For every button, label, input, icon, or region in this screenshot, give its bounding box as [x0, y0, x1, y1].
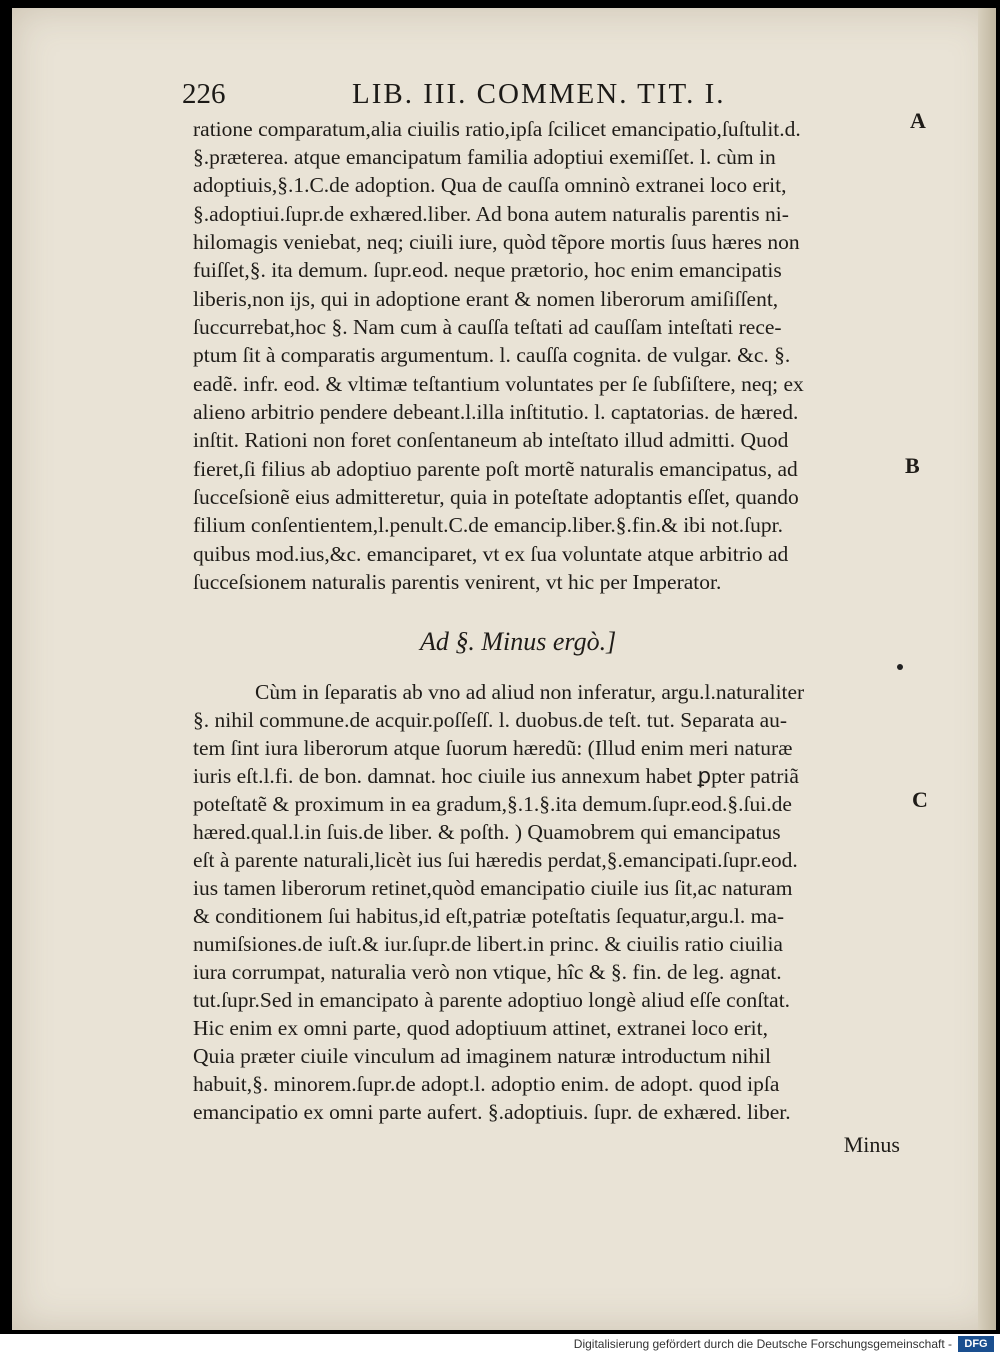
text-line: fieret,ſi filius ab adoptiuo parente poſt mortẽ naturalis emancipatus, ad — [193, 457, 798, 481]
text-line: ſuccurrebat,hoc §. Nam cum à cauſſa teſtati ad cauſſam inteſtati rece- — [193, 315, 782, 339]
text-line: inſtit. Rationi non foret conſentaneum ab inteſtato illud admitti. Quod — [193, 428, 789, 452]
text-line: eadẽ. infr. eod. & vltimæ teſtantium voluntates per ſe ſubſiſtere, neq; ex — [193, 372, 804, 396]
text-line: §.præterea. atque emancipatum familia adoptiui exemiſſet. l. cùm in — [193, 145, 776, 169]
text-line: filium conſentientem,l.penult.C.de emancip.liber.§.fin.& ibi not.ſupr. — [193, 513, 783, 537]
running-title: LIB. III. COMMEN. TIT. I. — [352, 78, 726, 110]
text-line: iuris eſt.l.fi. de bon. damnat. hoc ciuile ius annexum habet ꝑpter patriã — [193, 764, 799, 788]
catchword: Minus — [843, 1132, 900, 1157]
text-line: tut.ſupr.Sed in emancipato à parente adoptiuo longè aliud eſſe conſtat. — [193, 988, 791, 1012]
ink-dot — [897, 664, 903, 670]
text-line: habuit,§. minorem.ſupr.de adopt.l. adoptio enim. de adopt. quod ipſa — [193, 1072, 780, 1096]
text-line: ratione comparatum,alia ciuilis ratio,ipſa ſcilicet emancipatio,ſuſtulit.d. — [193, 117, 801, 141]
text-line: Hic enim ex omni parte, quod adoptiuum attinet, extranei loco erit, — [193, 1016, 768, 1040]
margin-marker-c: C — [912, 787, 928, 812]
text-line: ius tamen liberorum retinet,quòd emancipatio ciuile ius ſit,ac naturam — [193, 876, 793, 900]
text-line: hilomagis veniebat, neq; ciuili iure, quòd tẽpore mortis ſuus hæres non — [193, 230, 800, 254]
page-number: 226 — [182, 78, 226, 110]
section-subheading: Ad §. Minus ergò.] — [420, 627, 617, 656]
text-line: eſt à parente naturali,licèt ius ſui hæredis perdat,§.emancipati.ſupr.eod. — [193, 848, 798, 872]
text-line: numiſsiones.de iuſt.& iur.ſupr.de libert.in princ. & ciuilis ratio ciuilia — [193, 932, 783, 956]
text-line: ptum ſit à comparatis argumentum. l. cauſſa cognita. de vulgar. &c. §. — [193, 343, 791, 367]
text-line: tem ſint iura liberorum atque ſuorum hæredũ: (Illud enim meri naturæ — [193, 736, 793, 760]
margin-marker-a: A — [910, 108, 926, 133]
text-line: ſucceſsionẽ eius admitteretur, quia in poteſtate adoptantis eſſet, quando — [193, 485, 799, 509]
margin-marker-b: B — [905, 453, 920, 478]
text-line: Cùm in ſeparatis ab vno ad aliud non inferatur, argu.l.naturaliter — [255, 680, 805, 704]
dfg-logo: DFG — [958, 1336, 994, 1352]
text-line: fuiſſet,§. ita demum. ſupr.eod. neque prætorio, hoc enim emancipatis — [193, 258, 782, 282]
footer-credit: Digitalisierung gefördert durch die Deutsche Forschungsgemeinschaft - — [573, 1337, 952, 1351]
text-line: poteſtatẽ & proximum in ea gradum,§.1.§.ita demum.ſupr.eod.§.ſui.de — [193, 792, 792, 816]
text-line: liberis,non ijs, qui in adoptione erant & nomen liberorum amiſiſſent, — [193, 287, 779, 311]
text-line: hæred.qual.l.in ſuis.de liber. & poſth. ) Quamobrem qui emancipatus — [193, 820, 781, 844]
text-line: & conditionem ſui habitus,id eſt,patriæ poteſtatis ſequatur,argu.l. ma- — [193, 904, 785, 928]
text-line: quibus mod.ius,&c. emanciparet, vt ex ſua voluntate atque arbitrio ad — [193, 542, 789, 566]
text-line: Quia præter ciuile vinculum ad imaginem naturæ introductum nihil — [193, 1044, 771, 1068]
text-line: iura corrumpat, naturalia verò non vtique, hîc & §. fin. de leg. agnat. — [193, 960, 782, 984]
page-header — [172, 78, 912, 118]
text-line: emancipatio ex omni parte aufert. §.adoptiuis. ſupr. de exhæred. liber. — [193, 1100, 791, 1124]
text-line: alieno arbitrio pendere debeant.l.illa inſtitutio. l. captatorias. de hæred. — [193, 400, 799, 424]
footer-bar — [0, 1334, 1000, 1356]
page-edge — [978, 8, 996, 1330]
text-line: §. nihil commune.de acquir.poſſeſſ. l. duobus.de teſt. tut. Separata au- — [193, 708, 788, 732]
text-line: §.adoptiui.ſupr.de exhæred.liber. Ad bona autem naturalis parentis ni- — [193, 202, 789, 226]
text-line: ſucceſsionem naturalis parentis venirent, vt hic per Imperator. — [193, 570, 722, 594]
text-line: adoptiuis,§.1.C.de adoption. Qua de cauſſa omninò extranei loco erit, — [193, 173, 787, 197]
